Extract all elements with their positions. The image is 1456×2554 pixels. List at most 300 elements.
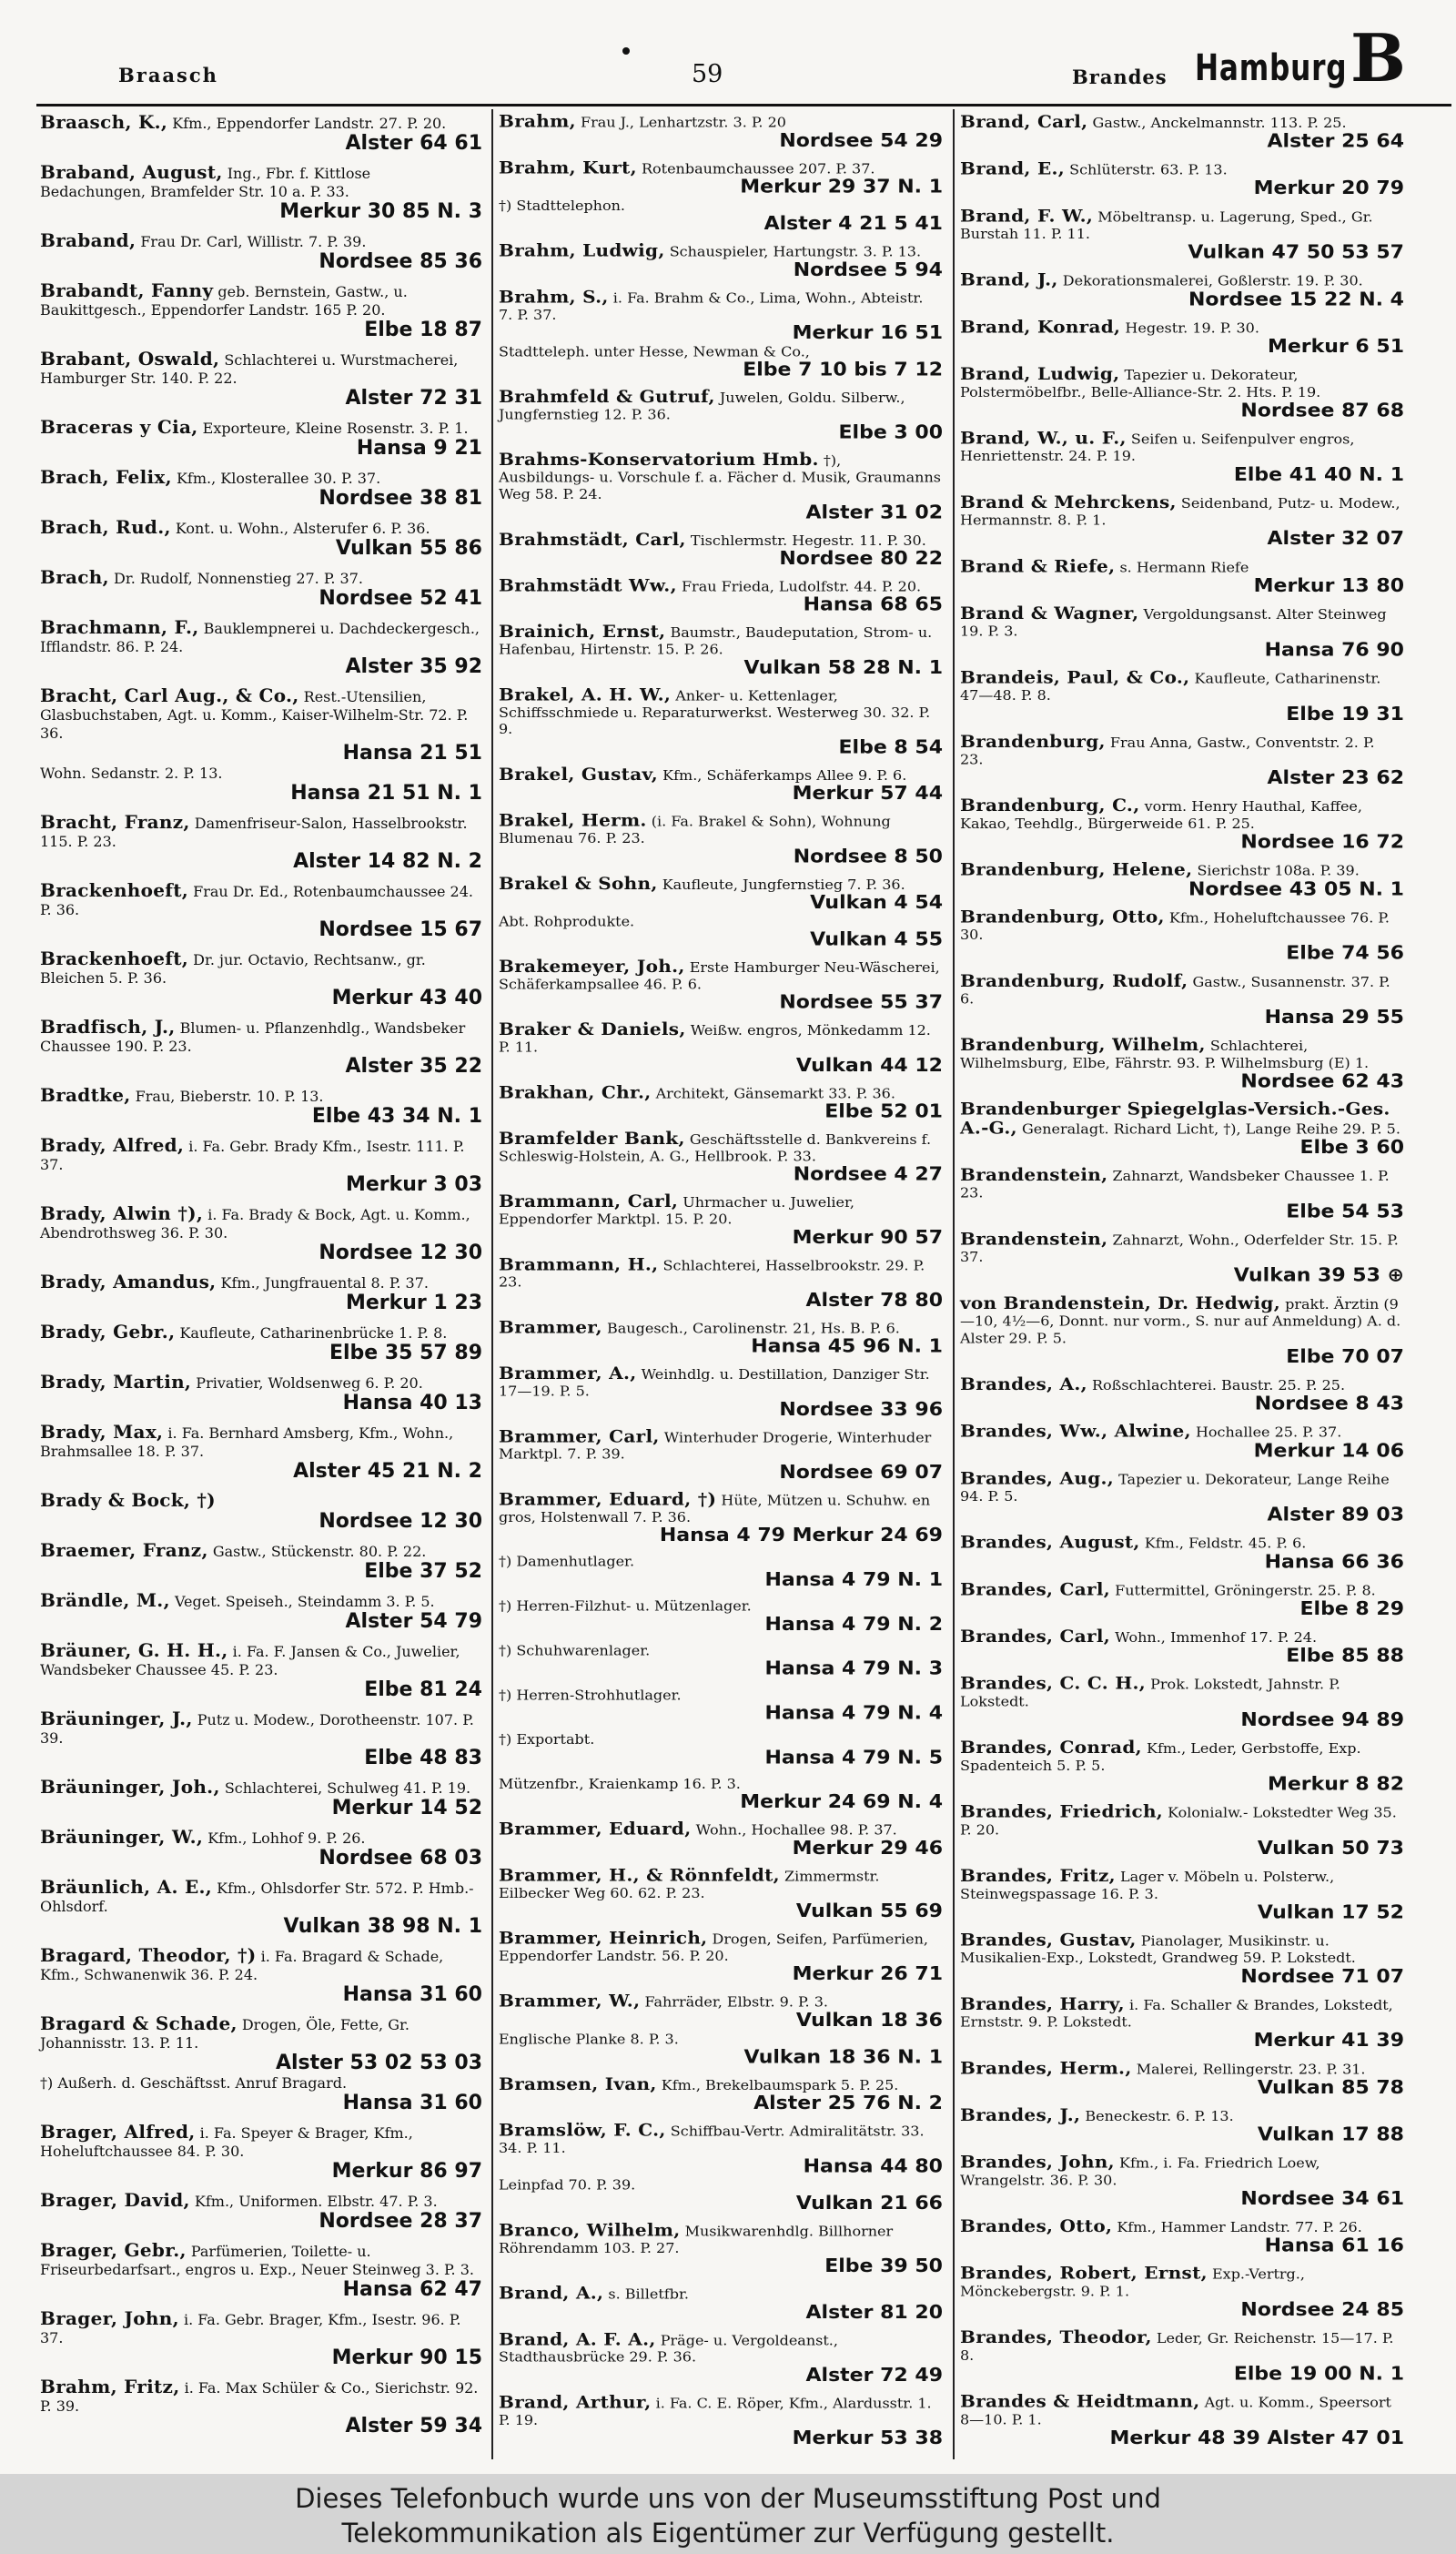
directory-entry: [960, 2106, 1408, 2145]
directory-entry: [40, 1641, 486, 1701]
entry-phone: Elbe 81 24: [364, 1678, 482, 1701]
entry-text: [960, 1420, 1408, 1442]
entry-name: Brandenstein,: [960, 1164, 1108, 1185]
entry-details: †) Schuhwarenlager.: [499, 1642, 651, 1659]
entry-details: i. Fa. Brady & Bock, Agt. u. Komm., Abendrothsweg 36. P. 30.: [40, 1206, 470, 1242]
entry-text: [499, 1364, 946, 1400]
entry-text: [40, 1828, 486, 1848]
entry-details: †) Herren-Filzhut- u. Mützenlager.: [499, 1597, 752, 1615]
entry-details: Lager v. Möbeln u. Polsterw., Steinwegspassage 16. P. 3.: [960, 1868, 1335, 1902]
entry-name: Brand, Arthur,: [499, 2391, 652, 2413]
directory-entry: [499, 1643, 946, 1680]
directory-entry: [499, 1130, 946, 1185]
entry-text: [40, 568, 486, 588]
entry-phone: Nordsee 4 27: [793, 1164, 943, 1186]
entry-phone: Vulkan 47 50 53 57: [1188, 241, 1404, 264]
entry-text: [499, 1687, 946, 1703]
entry-text: [499, 2219, 946, 2257]
entry-details: Drogen, Öle, Fette, Gr. Johannisstr. 13. P. 11.: [40, 2016, 410, 2052]
entry-text: [499, 531, 946, 549]
entry-text: [499, 2122, 946, 2157]
footer-line-1: Dieses Telefonbuch wurde uns von der Museumsstiftung Post und: [295, 2483, 1161, 2514]
entry-details: Kaufleute, Catharinenbrücke 1. P. 8.: [179, 1324, 448, 1342]
entry-phone: Merkur 48 39 Alster 47 01: [1109, 2427, 1404, 2449]
entry-details: Gastw., Anckelmannstr. 113. P. 25.: [1092, 114, 1347, 131]
entry-text: [960, 1627, 1408, 1647]
entry-details: i. Fa. Gebr. Brager, Kfm., Isestr. 96. P. 37.: [40, 2311, 461, 2346]
entry-details: Exporteure, Kleine Rosenstr. 3. P. 1.: [202, 420, 469, 437]
entry-phone: Elbe 37 52: [364, 1560, 482, 1583]
entry-details: Kont. u. Wohn., Alsterufer 6. P. 36.: [175, 520, 430, 537]
entry-details: Frau Anna, Gastw., Conventstr. 2. P. 23.: [960, 734, 1375, 768]
entry-extra-phone: Hansa 31 60: [342, 2092, 482, 2114]
entry-text: [960, 907, 1408, 943]
entry-details: i. Fa. Speyer & Brager, Kfm., Hoheluftchaussee 84. P. 30.: [40, 2124, 413, 2160]
entry-phone: Nordsee 12 30: [318, 1242, 482, 1264]
entry-extra-details: Abt. Rohprodukte.: [499, 913, 635, 930]
directory-entry: [960, 318, 1408, 357]
entry-extra-details: Englische Planke 8. P. 3.: [499, 2031, 679, 2047]
directory-entry: [40, 1423, 486, 1483]
entry-name: Brady, Gebr.,: [40, 1321, 176, 1343]
entry-name: Brager, Alfred,: [40, 2121, 196, 2143]
entry-details: Schlachterei, Hasselbrookstr. 29. P. 23.: [499, 1257, 925, 1291]
directory-entry: [40, 113, 486, 155]
entry-text: [40, 1373, 486, 1393]
entry-details: Putz u. Modew., Dorotheenstr. 107. P. 39.: [40, 1711, 474, 1747]
entry-details: Pianolager, Musikinstr. u. Musikalien-Exp., Lokstedt, Grandweg 59. P. Lokstedt.: [960, 1932, 1356, 1966]
directory-entry: [499, 1020, 946, 1076]
entry-text: [960, 1738, 1408, 1774]
directory-entry: [40, 1018, 486, 1078]
entry-name: Brandes, Fritz,: [960, 1865, 1116, 1886]
entry-name: Brandes, Herm.,: [960, 2057, 1132, 2078]
entry-text: [960, 1100, 1408, 1138]
entry-name: Brammann, H.,: [499, 1253, 659, 1274]
entry-details: Veget. Speiseh., Steindamm 3. P. 5.: [174, 1593, 435, 1610]
entry-name: Brammer, W.,: [499, 1991, 641, 2012]
directory-entry: [40, 518, 486, 560]
entry-name: Brackenhoeft,: [40, 948, 189, 969]
entry-phone: Merkur 29 46: [792, 1838, 943, 1860]
entry-details: s. Billetfbr.: [608, 2285, 689, 2303]
entry-details: Dekorationsmalerei, Goßlerstr. 19. P. 30.: [1062, 272, 1363, 289]
directory-entry: [40, 1828, 486, 1870]
entry-name: Brady & Bock, †): [40, 1489, 216, 1511]
entry-details: Frau Frieda, Ludolfstr. 44. P. 20.: [681, 578, 922, 595]
entry-name: Brandes & Heidtmann,: [960, 2390, 1200, 2412]
entry-text: [499, 2285, 946, 2303]
entry-details: i. Fa. Schaller & Brandes, Lokstedt, Ernststr. 9. P. Lokstedt.: [960, 1996, 1393, 2031]
entry-text: [960, 1375, 1408, 1394]
entry-details: Frau Dr. Ed., Rotenbaumchaussee 24. P. 36.: [40, 883, 473, 918]
directory-entry: [499, 2219, 946, 2277]
entry-details: i. Fa. Bragard & Schade, Kfm., Schwanenwik 36. P. 24.: [40, 1948, 444, 1983]
entry-name: Brakel, Herm.: [499, 810, 647, 831]
entry-details: Tischlermstr. Hegestr. 11. P. 30.: [690, 532, 926, 549]
entry-details: Wohn., Hochallee 98. P. 37.: [695, 1821, 897, 1839]
entry-details: Kfm., Brekelbaumspark 5. P. 25.: [661, 2077, 899, 2093]
entry-name: Brandes, Conrad,: [960, 1737, 1142, 1758]
entry-text: [40, 1709, 486, 1748]
entry-text: [499, 2391, 946, 2429]
entry-name: von Brandenstein, Dr. Hedwig,: [960, 1292, 1280, 1313]
entry-phone: Alster 25 64: [1267, 130, 1404, 153]
entry-text: [499, 1253, 946, 1292]
entry-text: [960, 2217, 1408, 2236]
entry-phone: Merkur 41 39: [1253, 2030, 1404, 2052]
entry-text: [40, 1018, 486, 1056]
entry-text: [40, 2191, 486, 2211]
entry-phone: Merkur 90 57: [792, 1227, 943, 1249]
entry-name: Braker & Daniels,: [499, 1019, 686, 1039]
entry-extra-details: Wohn. Sedanstr. 2. P. 13.: [40, 765, 223, 782]
directory-entry: [499, 686, 946, 758]
entry-name: Brand, W., u. F.,: [960, 427, 1127, 449]
directory-entry: [40, 2014, 486, 2114]
header-letter: B: [1350, 19, 1406, 96]
entry-details: Blumen- u. Pflanzenhdlg., Wandsbeker Chaussee 190. P. 23.: [40, 1019, 466, 1055]
entry-phone: Hansa 4 79 N. 2: [764, 1614, 943, 1636]
entry-text: [499, 1081, 946, 1102]
entry-phone: Merkur 3 03: [345, 1173, 482, 1196]
directory-entry: [960, 1672, 1408, 1731]
entry-phone: Alster 23 62: [1267, 767, 1404, 789]
directory-entry: [499, 2122, 946, 2214]
directory-entry: [960, 2390, 1408, 2449]
entry-name: Brandes, Ww., Alwine,: [960, 1420, 1191, 1442]
entry-name: Braceras y Cia,: [40, 416, 198, 438]
entry-phone: Merkur 16 51: [792, 322, 943, 344]
entry-extra-details: †) Außerh. d. Geschäftsst. Anruf Bragard.: [40, 2074, 348, 2092]
entry-phone: Merkur 8 82: [1267, 1773, 1404, 1796]
entry-details: Ing., Fbr. f. Kittlose Bedachungen, Bramfelder Str. 10 a. P. 33.: [40, 165, 371, 200]
entry-phone: Vulkan 18 36: [795, 2010, 943, 2032]
entry-details: Leder, Gr. Reichenstr. 15—17. P. 8.: [960, 2330, 1394, 2364]
entry-text: [960, 318, 1408, 337]
entry-phone: Nordsee 54 29: [779, 130, 943, 152]
header-first-entry: Braasch: [118, 64, 218, 86]
entry-text: [499, 1425, 946, 1464]
entry-name: Brahmstädt, Carl,: [499, 529, 686, 550]
entry-text: [40, 231, 486, 251]
entry-details: Drogen, Seifen, Parfümerien, Eppendorfer Landstr. 56. P. 20.: [499, 1931, 928, 1964]
entry-name: Bramsen, Ivan,: [499, 2073, 657, 2094]
entry-details: Kfm., Klosterallee 30. P. 37.: [176, 470, 381, 487]
directory-entry: [40, 1136, 486, 1196]
entry-name: Brakel & Sohn,: [499, 873, 658, 894]
entry-phone: Elbe 39 50: [824, 2255, 943, 2277]
entry-name: Brandenstein,: [960, 1228, 1108, 1250]
entry-text: [40, 113, 486, 133]
entry-name: Brand & Wagner,: [960, 603, 1139, 623]
entry-phone: Elbe 52 01: [824, 1100, 943, 1123]
directory-entry: [960, 157, 1408, 199]
entry-name: Brady, Alwin †),: [40, 1202, 204, 1224]
entry-details: Frau, Bieberstr. 10. P. 13.: [135, 1088, 324, 1105]
entry-details: Damenfriseur-Salon, Hasselbrookstr. 115. P. 23.: [40, 815, 468, 850]
entry-phone: Alster 25 76 N. 2: [753, 2093, 943, 2114]
entry-phone: Nordsee 15 22 N. 4: [1188, 289, 1404, 310]
entry-text: [40, 686, 486, 743]
entry-phone: Nordsee 28 37: [318, 2210, 482, 2233]
entry-phone: Nordsee 94 89: [1240, 1709, 1404, 1731]
entry-phone: Nordsee 38 81: [318, 487, 482, 510]
entry-text: [960, 1995, 1408, 2031]
entry-text: [960, 429, 1408, 464]
entry-details: (i. Fa. Brakel & Sohn), Wohnung Blumenau 76. P. 23.: [499, 813, 891, 846]
column-3: [960, 113, 1408, 2457]
header-last-entry: Brandes: [1072, 66, 1168, 88]
entry-details: Zimmermstr. Eilbecker Weg 60. 62. P. 23.: [499, 1868, 880, 1901]
entry-name: Brand & Mehrckens,: [960, 492, 1177, 512]
directory-entry: [40, 568, 486, 610]
directory-entry: [960, 207, 1408, 263]
column-divider: [953, 109, 955, 2459]
entry-name: Bräuninger, J.,: [40, 1708, 193, 1729]
entry-name: Brahm, Ludwig,: [499, 240, 665, 261]
entry-details: Seidenband, Putz- u. Modew., Hermannstr. 8. P. 1.: [960, 494, 1400, 529]
directory-entry: [499, 242, 946, 280]
entry-name: Brahms-Konservatorium Hmb.: [499, 449, 819, 470]
entry-name: Brackenhoeft,: [40, 879, 189, 901]
entry-name: Bragard & Schade,: [40, 2012, 238, 2034]
entry-text: [499, 2328, 946, 2367]
entry-name: Brady, Amandus,: [40, 1271, 217, 1292]
entry-name: Brahmfeld & Gutruf,: [499, 386, 715, 407]
entry-text: [499, 686, 946, 738]
entry-text: [960, 1469, 1408, 1505]
entry-phone: Merkur 30 85 N. 3: [279, 200, 482, 223]
directory-entry: [960, 271, 1408, 310]
entry-text: [499, 574, 946, 596]
entry-details: prakt. Ärztin (9—10, 4½—6, Donnt. nur vorm., S. nur auf Anmeldung) A. d. Alster 29. P. 5.: [960, 1295, 1401, 1347]
entry-phone: Nordsee 8 43: [1254, 1393, 1404, 1415]
entry-phone: Alster 53 02 53 03: [275, 2052, 482, 2074]
directory-entry: [499, 574, 946, 616]
entry-text: [960, 2262, 1408, 2300]
entry-phone: Elbe 43 34 N. 1: [311, 1105, 482, 1128]
entry-text: [40, 418, 486, 438]
entry-text: [960, 1672, 1408, 1710]
directory-entry: [499, 765, 946, 804]
directory-entry: [960, 113, 1408, 152]
entry-text: [960, 1166, 1408, 1201]
entry-details: †), Ausbildungs- u. Vorschule f. a. Fächer d. Musik, Graumanns Weg 58. P. 24.: [499, 452, 941, 502]
entry-name: Brammer, Heinrich,: [499, 1928, 708, 1949]
entry-name: Brady, Max,: [40, 1421, 164, 1443]
directory-entry: [40, 1373, 486, 1414]
entry-details: Parfümerien, Toilette- u. Friseurbedarfsart., engros u. Exp., Neuer Steinweg 3. P. 3.: [40, 2243, 474, 2278]
directory-entry: [499, 1253, 946, 1312]
entry-text: [499, 1554, 946, 1570]
entry-name: Brahm, S.,: [499, 286, 609, 307]
directory-entry: [960, 365, 1408, 421]
entry-phone: Merkur 13 80: [1253, 575, 1404, 597]
entry-phone: Hansa 31 60: [342, 1983, 482, 2006]
entry-phone: Nordsee 16 72: [1240, 831, 1404, 854]
entry-phone: Nordsee 33 96: [779, 1399, 943, 1421]
entry-details: Kfm., Eppendorfer Landstr. 27. P. 20.: [172, 115, 447, 132]
entry-details: †) Damenhutlager.: [499, 1553, 635, 1570]
entry-details: Baugesch., Carolinenstr. 21, Hs. B. P. 6.: [607, 1320, 900, 1337]
directory-entry: [960, 1867, 1408, 1923]
entry-text: [499, 2075, 946, 2093]
entry-name: Brager, David,: [40, 2189, 190, 2211]
entry-name: Brainich, Ernst,: [499, 621, 666, 642]
entry-details: Winterhuder Drogerie, Winterhuder Marktpl. 7. P. 39.: [499, 1429, 932, 1463]
entry-details: i. Fa. Gebr. Brady Kfm., Isestr. 111. P. 37.: [40, 1138, 465, 1173]
entry-details: Zahnarzt, Wohn., Oderfelder Str. 15. P. 37.: [960, 1231, 1399, 1265]
entry-text: [499, 113, 946, 131]
directory-entry: [960, 557, 1408, 596]
entry-name: Brach,: [40, 566, 109, 588]
entry-details: Kfm., Schäferkamps Allee 9. P. 6.: [662, 767, 907, 784]
entry-phone: Vulkan 38 98 N. 1: [283, 1915, 482, 1938]
directory-entry: [40, 618, 486, 678]
entry-extra-phone: Vulkan 18 36 N. 1: [743, 2046, 943, 2069]
entry-text: [499, 812, 946, 847]
entry-text: [40, 350, 486, 388]
entry-text: [960, 493, 1408, 529]
entry-phone: Hansa 4 79 Merkur 24 69: [659, 1525, 943, 1546]
entry-details: Frau J., Lenhartzstr. 3. P. 20: [580, 114, 786, 131]
entry-details: i. Fa. Bernhard Amsberg, Kfm., Wohn., Brahmsallee 18. P. 37.: [40, 1424, 454, 1460]
entry-text: [40, 1541, 486, 1561]
directory-entry: [499, 958, 946, 1013]
entry-phone: Elbe 8 29: [1299, 1598, 1404, 1620]
entry-phone: Alster 14 82 N. 2: [293, 850, 482, 873]
directory-entry: [499, 2075, 946, 2113]
entry-name: Brahm, Fritz,: [40, 2376, 180, 2397]
entry-details: geb. Bernstein, Gastw., u. Baukittgesch., Eppendorfer Landstr. 165 P. 20.: [40, 283, 408, 319]
entry-phone: Nordsee 71 07: [1240, 1965, 1404, 1988]
entry-text: [499, 1192, 946, 1228]
directory-entry: [40, 468, 486, 510]
header-city: Hamburg: [1195, 47, 1348, 89]
entry-text: [499, 623, 946, 659]
entry-phone: Nordsee 52 41: [318, 587, 482, 610]
entry-text: [499, 1930, 946, 1965]
entry-phone: Vulkan 55 69: [795, 1900, 943, 1922]
entry-phone: Elbe 74 56: [1286, 942, 1404, 965]
entry-name: Bramfelder Bank,: [499, 1128, 685, 1149]
entry-name: Brandenburg, Rudolf,: [960, 969, 1188, 991]
entry-name: Brändle, M.,: [40, 1589, 170, 1611]
directory-entry: [40, 281, 486, 341]
directory-entry: [40, 686, 486, 805]
entry-phone: Alster 89 03: [1267, 1504, 1404, 1526]
directory-entry: [499, 2285, 946, 2323]
entry-phone: Merkur 14 52: [331, 1797, 482, 1819]
entry-name: Bracht, Franz,: [40, 811, 190, 833]
entry-name: Brandenburger Spiegelglas-Versich.-Ges. A.-G.,: [960, 1098, 1390, 1138]
entry-text: [499, 1643, 946, 1659]
entry-phone: Hansa 68 65: [803, 594, 943, 616]
entry-details: Rest.-Utensilien, Glasbuchstaben, Agt. u. Komm., Kaiser-Wilhelm-Str. 72. P. 36.: [40, 688, 469, 742]
entry-phone: Hansa 62 47: [342, 2278, 482, 2301]
entry-text: [40, 881, 486, 919]
entry-phone: Elbe 3 00: [838, 422, 943, 444]
entry-details: Beneckestr. 6. P. 13.: [1085, 2107, 1234, 2124]
entry-phone: Hansa 29 55: [1264, 1007, 1404, 1029]
entry-text: [960, 207, 1408, 242]
entry-extra-phone: Vulkan 4 55: [810, 929, 943, 951]
entry-phone: Vulkan 55 86: [335, 537, 482, 560]
directory-entry: [499, 451, 946, 523]
directory-entry: [499, 2391, 946, 2449]
entry-details: Präge- u. Vergoldeanst., Stadthausbrücke 29. P. 36.: [499, 2332, 838, 2366]
entry-phone: Nordsee 43 05 N. 1: [1188, 878, 1404, 900]
entry-phone: Nordsee 5 94: [793, 259, 943, 281]
entry-text: [40, 813, 486, 851]
entry-text: [499, 1820, 946, 1839]
page-number: 59: [692, 60, 723, 88]
entry-details: Exp.-Vertrg., Mönckebergstr. 9. P. 1.: [960, 2265, 1305, 2300]
entry-phone: Alster 81 20: [805, 2302, 943, 2324]
entry-phone: Hansa 9 21: [356, 437, 482, 460]
entry-phone: Nordsee 55 37: [779, 992, 943, 1014]
footer-line-2: Telekommunikation als Eigentümer zur Verfügung gestellt.: [341, 2518, 1115, 2549]
directory-entry: [960, 2217, 1408, 2256]
entry-name: Brandes, Theodor,: [960, 2326, 1152, 2347]
entry-phone: Elbe 19 31: [1286, 703, 1404, 725]
entry-text: [40, 1591, 486, 1611]
entry-name: Brand, J.,: [960, 269, 1058, 290]
entry-details: Uhrmacher u. Juwelier, Eppendorfer Marktpl. 15. P. 20.: [499, 1194, 854, 1228]
entry-extra-details: Leinpfad 70. P. 39.: [499, 2176, 636, 2194]
entry-details: Gastw., Susannenstr. 37. P. 6.: [960, 973, 1390, 1008]
directory-entry: [960, 1469, 1408, 1525]
entry-text: [40, 1423, 486, 1461]
entry-name: Brandes, Carl,: [960, 1626, 1111, 1647]
entry-name: Brabant, Oswald,: [40, 348, 220, 370]
entry-text: [499, 1316, 946, 1338]
entry-name: Brady, Martin,: [40, 1371, 192, 1393]
entry-phone: Hansa 4 79 N. 4: [764, 1703, 943, 1725]
directory-entry: [960, 2328, 1408, 2385]
entry-name: Brandes, Gustav,: [960, 1929, 1137, 1951]
entry-text: [40, 1491, 486, 1511]
entry-details: Anker- u. Kettenlager, Schiffsschmiede u. Reparaturwerkst. Westerweg 30. 32. P. 9.: [499, 687, 931, 737]
entry-phone: Hansa 4 79 N. 3: [764, 1658, 943, 1680]
entry-phone: Nordsee 34 61: [1240, 2188, 1404, 2210]
entry-phone: Hansa 45 96 N. 1: [751, 1336, 943, 1358]
entry-name: Branco, Wilhelm,: [499, 2219, 681, 2241]
entry-details: s. Hermann Riefe: [1119, 559, 1249, 576]
entry-details: Privatier, Woldsenweg 6. P. 20.: [196, 1374, 423, 1392]
page-header: [0, 0, 1456, 100]
entry-phone: Alster 45 21 N. 2: [293, 1460, 482, 1483]
directory-entry: [960, 1738, 1408, 1795]
entry-name: Brandes, Aug.,: [960, 1467, 1115, 1489]
directory-entry: [960, 1531, 1408, 1573]
entry-name: Braasch, K.,: [40, 111, 168, 133]
entry-name: Brahmstädt Ww.,: [499, 574, 677, 596]
entry-details: Kfm., Jungfrauental 8. P. 37.: [220, 1274, 429, 1292]
directory-entry: [40, 949, 486, 1009]
directory-entry: [40, 1086, 486, 1128]
column-2: [499, 113, 946, 2457]
entry-text: [960, 2328, 1408, 2364]
directory-entry: [499, 286, 946, 381]
entry-text: [960, 2390, 1408, 2428]
entry-phone: Hansa 61 16: [1264, 2235, 1404, 2257]
entry-text: [960, 1867, 1408, 1902]
entry-phone: Alster 31 02: [805, 502, 943, 523]
entry-text: [40, 163, 486, 201]
entry-details: Schiffbau-Vertr. Admiralitätstr. 33. 34. P. 11.: [499, 2123, 925, 2156]
